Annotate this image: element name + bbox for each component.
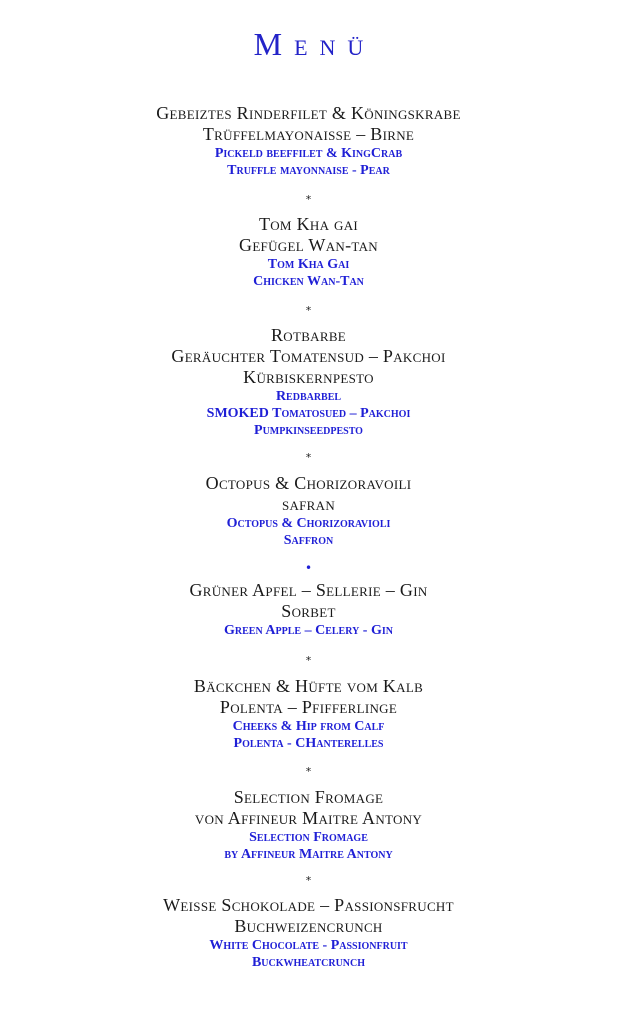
- course-de-line: Octopus & Chorizoravoili: [205, 473, 412, 493]
- course-en-line: Buckwheatcrunch: [251, 955, 366, 970]
- course-3: [0, 325, 617, 439]
- course-en-line: Selection Fromage: [249, 830, 368, 845]
- course-de-line: von Affineur Maitre Antony: [194, 808, 423, 828]
- course-separator: •: [304, 561, 313, 575]
- course-separator: *: [305, 451, 312, 464]
- course-de-line: Rotbarbe: [270, 325, 347, 345]
- course-4: [0, 473, 617, 549]
- course-de-line: Selection Fromage: [233, 787, 384, 807]
- course-de-line: Gebeiztes Rinderfilet & Köningskrabe: [156, 103, 461, 123]
- course-en-line: Tom Kha Gai: [267, 257, 350, 272]
- course-separator: *: [305, 304, 312, 317]
- course-de-line: Weisse Schokolade – Passionsfrucht: [163, 895, 454, 915]
- course-de-line: Kürbiskernpesto: [243, 367, 374, 387]
- course-en-line: Octopus & Chorizoravioli: [226, 516, 391, 531]
- course-6: [0, 676, 617, 752]
- course-en-line: Chicken Wan-Tan: [253, 274, 364, 289]
- course-en-line: White Chocolate - Passionfruit: [209, 938, 408, 953]
- course-de-line: Trüffelmayonaisse – Birne: [202, 124, 415, 144]
- course-de-line: Polenta – Pfifferlinge: [219, 697, 398, 717]
- menu-title: Menü: [253, 26, 376, 62]
- course-8: [0, 895, 617, 971]
- course-en-line: Truffle mayonnaise - Pear: [227, 163, 390, 178]
- course-de-line: safran: [281, 494, 336, 514]
- course-7: [0, 787, 617, 863]
- course-en-line: Pumpkinseedpesto: [254, 423, 363, 438]
- course-de-line: Grüner Apfel – Sellerie – Gin: [189, 580, 428, 600]
- course-en-line: Saffron: [283, 533, 334, 548]
- course-de-line: Bäckchen & Hüfte vom Kalb: [193, 676, 424, 696]
- course-de-line: Buchweizencrunch: [234, 916, 383, 936]
- course-en-line: SMOKED Tomatosued – Pakchoi: [206, 406, 411, 421]
- course-en-line: by Affineur Maitre Antony: [224, 847, 393, 862]
- course-en-line: Redbarbel: [275, 389, 342, 404]
- course-separator: *: [305, 874, 312, 887]
- course-de-line: Gefügel Wan-tan: [239, 235, 378, 255]
- course-1: [0, 103, 617, 179]
- course-separator: *: [305, 765, 312, 778]
- course-de-line: Sorbet: [281, 601, 336, 621]
- course-separator: *: [305, 193, 312, 206]
- course-en-line: Polenta - CHanterelles: [233, 736, 384, 751]
- course-en-line: Pickeld beeffilet & KingCrab: [214, 146, 403, 161]
- course-5: [0, 580, 617, 639]
- course-separator: *: [305, 654, 312, 667]
- course-en-line: Green Apple – Celery - Gin: [224, 623, 393, 638]
- course-de-line: Geräuchter Tomatensud – Pakchoi: [171, 346, 446, 366]
- course-2: [0, 214, 617, 290]
- course-en-line: Cheeks & Hip from Calf: [232, 719, 385, 734]
- course-de-line: Tom Kha gai: [258, 214, 359, 234]
